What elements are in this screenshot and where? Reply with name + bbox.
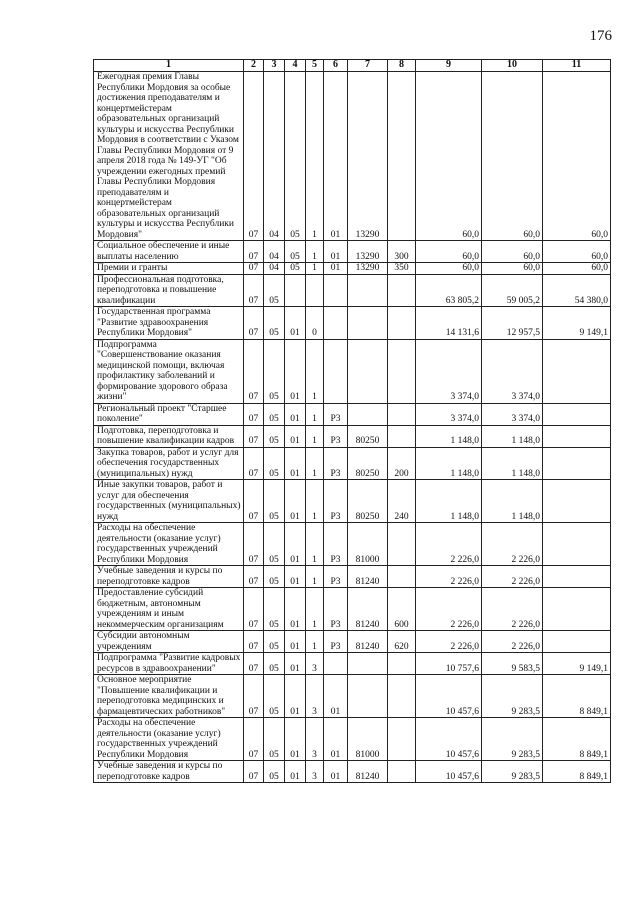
amount-year2-cell: 60,0 — [482, 263, 543, 275]
event-code-cell: 01 — [324, 263, 348, 275]
table-row — [94, 718, 611, 761]
section-code-cell: 07 — [244, 72, 264, 241]
section-code-cell: 07 — [244, 339, 264, 403]
expense-type-cell — [388, 307, 416, 340]
subprogram-code-cell: 1 — [306, 425, 324, 447]
table-row — [94, 425, 611, 447]
section-code-cell: 07 — [244, 425, 264, 447]
direction-code-cell — [348, 653, 388, 675]
amount-year2-cell: 1 148,0 — [482, 447, 543, 480]
table-row — [94, 653, 611, 675]
subsection-code-cell: 04 — [264, 263, 285, 275]
amount-year3-cell: 60,0 — [543, 72, 611, 241]
section-code-cell: 07 — [244, 241, 264, 263]
amount-year2-cell: 12 957,5 — [482, 307, 543, 340]
amount-year1-cell: 63 805,2 — [416, 274, 482, 307]
row-name-cell: Социальное обеспечение и иные выплаты населению — [94, 241, 244, 263]
table-row — [94, 339, 611, 403]
table-row — [94, 263, 611, 275]
row-name-cell: Региональный проект "Старшее поколение" — [94, 403, 244, 425]
page-number: 176 — [589, 28, 612, 44]
table-row — [94, 566, 611, 588]
expense-type-cell — [388, 653, 416, 675]
amount-year1-cell: 2 226,0 — [416, 523, 482, 566]
expense-type-cell — [388, 523, 416, 566]
program-code-cell: 01 — [285, 718, 306, 761]
header-row — [94, 60, 611, 72]
table-row — [94, 72, 611, 241]
program-code-cell: 01 — [285, 761, 306, 783]
subprogram-code-cell: 1 — [306, 403, 324, 425]
subsection-code-cell: 05 — [264, 588, 285, 631]
subprogram-code-cell: 3 — [306, 761, 324, 783]
program-code-cell: 01 — [285, 480, 306, 523]
row-name-cell: Подпрограмма "Совершенствование оказания медицинской помощи, включая профилактику заболеваний и формирование здорового образа жизни" — [94, 339, 244, 403]
expense-type-cell: 600 — [388, 588, 416, 631]
subprogram-code-cell: 1 — [306, 339, 324, 403]
table-row — [94, 631, 611, 653]
event-code-cell: P3 — [324, 480, 348, 523]
table-row — [94, 480, 611, 523]
amount-year2-cell: 9 283,5 — [482, 761, 543, 783]
event-code-cell: 01 — [324, 718, 348, 761]
section-code-cell: 07 — [244, 631, 264, 653]
amount-year3-cell: 8 849,1 — [543, 675, 611, 718]
expense-type-cell — [388, 72, 416, 241]
program-code-cell: 01 — [285, 653, 306, 675]
subprogram-code-cell: 1 — [306, 588, 324, 631]
event-code-cell: 01 — [324, 241, 348, 263]
section-code-cell: 07 — [244, 523, 264, 566]
amount-year3-cell — [543, 566, 611, 588]
section-code-cell: 07 — [244, 307, 264, 340]
amount-year1-cell: 60,0 — [416, 263, 482, 275]
subsection-code-cell: 05 — [264, 631, 285, 653]
expense-type-cell — [388, 761, 416, 783]
event-code-cell: P3 — [324, 425, 348, 447]
row-name-cell: Основное мероприятие "Повышение квалификации и переподготовка медицинских и фармацевтических работников" — [94, 675, 244, 718]
program-code-cell: 05 — [285, 263, 306, 275]
event-code-cell: P3 — [324, 631, 348, 653]
section-code-cell: 07 — [244, 588, 264, 631]
table-row — [94, 274, 611, 307]
amount-year3-cell — [543, 631, 611, 653]
amount-year1-cell: 10 457,6 — [416, 718, 482, 761]
amount-year3-cell: 54 380,0 — [543, 274, 611, 307]
row-name-cell: Государственная программа "Развитие здравоохранения Республики Мордовия" — [94, 307, 244, 340]
table-row — [94, 588, 611, 631]
direction-code-cell: 80250 — [348, 447, 388, 480]
subsection-code-cell: 05 — [264, 675, 285, 718]
subprogram-code-cell: 3 — [306, 718, 324, 761]
expense-type-cell — [388, 425, 416, 447]
header-cell: 10 — [482, 60, 543, 72]
amount-year2-cell: 1 148,0 — [482, 425, 543, 447]
amount-year2-cell: 60,0 — [482, 241, 543, 263]
subprogram-code-cell: 1 — [306, 263, 324, 275]
amount-year1-cell: 10 457,6 — [416, 675, 482, 718]
event-code-cell — [324, 307, 348, 340]
amount-year1-cell: 1 148,0 — [416, 425, 482, 447]
amount-year2-cell: 3 374,0 — [482, 339, 543, 403]
amount-year3-cell: 60,0 — [543, 263, 611, 275]
section-code-cell: 07 — [244, 761, 264, 783]
amount-year2-cell: 9 283,5 — [482, 718, 543, 761]
table-body — [94, 72, 611, 783]
amount-year2-cell: 2 226,0 — [482, 566, 543, 588]
expense-type-cell — [388, 339, 416, 403]
event-code-cell: P3 — [324, 523, 348, 566]
program-code-cell: 01 — [285, 588, 306, 631]
expense-type-cell: 350 — [388, 263, 416, 275]
budget-table — [93, 59, 611, 783]
program-code-cell — [285, 274, 306, 307]
amount-year2-cell: 9 283,5 — [482, 675, 543, 718]
header-cell: 7 — [348, 60, 388, 72]
direction-code-cell — [348, 339, 388, 403]
program-code-cell: 05 — [285, 241, 306, 263]
header-cell: 3 — [264, 60, 285, 72]
subprogram-code-cell — [306, 274, 324, 307]
subsection-code-cell: 04 — [264, 72, 285, 241]
event-code-cell: 01 — [324, 761, 348, 783]
subprogram-code-cell: 3 — [306, 675, 324, 718]
section-code-cell: 07 — [244, 653, 264, 675]
row-name-cell: Подготовка, переподготовка и повышение квалификации кадров — [94, 425, 244, 447]
section-code-cell: 07 — [244, 447, 264, 480]
amount-year2-cell: 2 226,0 — [482, 588, 543, 631]
event-code-cell: P3 — [324, 566, 348, 588]
amount-year2-cell: 59 005,2 — [482, 274, 543, 307]
amount-year1-cell: 14 131,6 — [416, 307, 482, 340]
subprogram-code-cell: 1 — [306, 72, 324, 241]
amount-year1-cell: 3 374,0 — [416, 339, 482, 403]
table-row — [94, 447, 611, 480]
row-name-cell: Иные закупки товаров, работ и услуг для обеспечения государственных (муниципальных) нужд — [94, 480, 244, 523]
header-cell: 8 — [388, 60, 416, 72]
subsection-code-cell: 05 — [264, 653, 285, 675]
budget-table-container — [93, 59, 610, 783]
header-cell: 5 — [306, 60, 324, 72]
program-code-cell: 01 — [285, 447, 306, 480]
amount-year3-cell: 60,0 — [543, 241, 611, 263]
section-code-cell: 07 — [244, 263, 264, 275]
subprogram-code-cell: 1 — [306, 631, 324, 653]
amount-year1-cell: 1 148,0 — [416, 480, 482, 523]
section-code-cell: 07 — [244, 480, 264, 523]
amount-year3-cell — [543, 339, 611, 403]
expense-type-cell: 200 — [388, 447, 416, 480]
row-name-cell: Профессиональная подготовка, переподготовка и повышение квалификации — [94, 274, 244, 307]
event-code-cell — [324, 274, 348, 307]
amount-year1-cell: 3 374,0 — [416, 403, 482, 425]
row-name-cell: Учебные заведения и курсы по переподготовке кадров — [94, 761, 244, 783]
direction-code-cell: 81240 — [348, 588, 388, 631]
direction-code-cell — [348, 274, 388, 307]
expense-type-cell — [388, 403, 416, 425]
program-code-cell: 01 — [285, 566, 306, 588]
table-row — [94, 403, 611, 425]
event-code-cell — [324, 653, 348, 675]
amount-year3-cell — [543, 403, 611, 425]
subsection-code-cell: 05 — [264, 307, 285, 340]
amount-year3-cell — [543, 588, 611, 631]
amount-year3-cell — [543, 447, 611, 480]
program-code-cell: 01 — [285, 631, 306, 653]
amount-year1-cell: 10 457,6 — [416, 761, 482, 783]
amount-year3-cell: 9 149,1 — [543, 307, 611, 340]
amount-year2-cell: 3 374,0 — [482, 403, 543, 425]
amount-year3-cell: 8 849,1 — [543, 761, 611, 783]
header-cell: 11 — [543, 60, 611, 72]
amount-year2-cell: 2 226,0 — [482, 523, 543, 566]
subsection-code-cell: 05 — [264, 718, 285, 761]
amount-year2-cell: 2 226,0 — [482, 631, 543, 653]
amount-year1-cell: 10 757,6 — [416, 653, 482, 675]
amount-year3-cell: 9 149,1 — [543, 653, 611, 675]
event-code-cell: 01 — [324, 72, 348, 241]
amount-year1-cell: 2 226,0 — [416, 631, 482, 653]
header-cell: 1 — [94, 60, 244, 72]
direction-code-cell: 13290 — [348, 263, 388, 275]
subsection-code-cell: 05 — [264, 761, 285, 783]
subprogram-code-cell: 1 — [306, 523, 324, 566]
subsection-code-cell: 05 — [264, 447, 285, 480]
expense-type-cell — [388, 566, 416, 588]
expense-type-cell: 240 — [388, 480, 416, 523]
amount-year1-cell: 1 148,0 — [416, 447, 482, 480]
section-code-cell: 07 — [244, 566, 264, 588]
row-name-cell: Закупка товаров, работ и услуг для обеспечения государственных (муниципальных) нужд — [94, 447, 244, 480]
amount-year1-cell: 60,0 — [416, 72, 482, 241]
event-code-cell: 01 — [324, 675, 348, 718]
amount-year2-cell: 60,0 — [482, 72, 543, 241]
section-code-cell: 07 — [244, 718, 264, 761]
section-code-cell: 07 — [244, 274, 264, 307]
table-row — [94, 675, 611, 718]
event-code-cell — [324, 339, 348, 403]
direction-code-cell: 13290 — [348, 72, 388, 241]
program-code-cell: 01 — [285, 403, 306, 425]
direction-code-cell — [348, 675, 388, 718]
direction-code-cell: 81240 — [348, 761, 388, 783]
subprogram-code-cell: 0 — [306, 307, 324, 340]
amount-year3-cell — [543, 480, 611, 523]
subsection-code-cell: 05 — [264, 339, 285, 403]
expense-type-cell — [388, 718, 416, 761]
direction-code-cell: 81240 — [348, 566, 388, 588]
row-name-cell: Премии и гранты — [94, 263, 244, 275]
amount-year3-cell: 8 849,1 — [543, 718, 611, 761]
row-name-cell: Учебные заведения и курсы по переподготовке кадров — [94, 566, 244, 588]
section-code-cell: 07 — [244, 675, 264, 718]
amount-year3-cell — [543, 523, 611, 566]
subsection-code-cell: 05 — [264, 403, 285, 425]
direction-code-cell: 80250 — [348, 480, 388, 523]
header-cell: 2 — [244, 60, 264, 72]
program-code-cell: 01 — [285, 425, 306, 447]
subsection-code-cell: 05 — [264, 425, 285, 447]
row-name-cell: Предоставление субсидий бюджетным, автономным учреждениям и иным некоммерческим организациям — [94, 588, 244, 631]
direction-code-cell — [348, 403, 388, 425]
direction-code-cell: 81240 — [348, 631, 388, 653]
subsection-code-cell: 05 — [264, 480, 285, 523]
direction-code-cell: 80250 — [348, 425, 388, 447]
direction-code-cell: 81000 — [348, 718, 388, 761]
subprogram-code-cell: 1 — [306, 480, 324, 523]
row-name-cell: Подпрограмма "Развитие кадровых ресурсов в здравоохранении" — [94, 653, 244, 675]
row-name-cell: Ежегодная премия Главы Республики Мордовия за особые достижения преподавателям и концертмейстерам образовательных организаций культуры и искусства Республики Мордовия в соответствии с Указом Главы Республики Мордовия от 9 апреля 2018 года № 149-УГ "Об учреждении ежегодных премий Главы Республики Мордовия преподавателям и концертмейстерам образовательных организаций культуры и искусства Республики Мордовия" — [94, 72, 244, 241]
subsection-code-cell: 05 — [264, 523, 285, 566]
section-code-cell: 07 — [244, 403, 264, 425]
program-code-cell: 01 — [285, 307, 306, 340]
expense-type-cell — [388, 274, 416, 307]
event-code-cell: P3 — [324, 588, 348, 631]
amount-year3-cell — [543, 425, 611, 447]
subsection-code-cell: 04 — [264, 241, 285, 263]
direction-code-cell: 13290 — [348, 241, 388, 263]
event-code-cell: P3 — [324, 403, 348, 425]
program-code-cell: 01 — [285, 675, 306, 718]
subprogram-code-cell: 3 — [306, 653, 324, 675]
amount-year1-cell: 60,0 — [416, 241, 482, 263]
program-code-cell: 01 — [285, 523, 306, 566]
row-name-cell: Расходы на обеспечение деятельности (оказание услуг) государственных учреждений Республики Мордовия — [94, 718, 244, 761]
table-row — [94, 523, 611, 566]
table-row — [94, 761, 611, 783]
subsection-code-cell: 05 — [264, 566, 285, 588]
subprogram-code-cell: 1 — [306, 447, 324, 480]
expense-type-cell: 300 — [388, 241, 416, 263]
subprogram-code-cell: 1 — [306, 566, 324, 588]
row-name-cell: Расходы на обеспечение деятельности (оказание услуг) государственных учреждений Республики Мордовия — [94, 523, 244, 566]
expense-type-cell: 620 — [388, 631, 416, 653]
row-name-cell: Субсидии автономным учреждениям — [94, 631, 244, 653]
direction-code-cell: 81000 — [348, 523, 388, 566]
subsection-code-cell: 05 — [264, 274, 285, 307]
header-cell: 6 — [324, 60, 348, 72]
direction-code-cell — [348, 307, 388, 340]
event-code-cell: P3 — [324, 447, 348, 480]
amount-year1-cell: 2 226,0 — [416, 566, 482, 588]
header-cell: 4 — [285, 60, 306, 72]
amount-year1-cell: 2 226,0 — [416, 588, 482, 631]
amount-year2-cell: 9 583,5 — [482, 653, 543, 675]
header-cell: 9 — [416, 60, 482, 72]
program-code-cell: 05 — [285, 72, 306, 241]
subprogram-code-cell: 1 — [306, 241, 324, 263]
table-row — [94, 241, 611, 263]
program-code-cell: 01 — [285, 339, 306, 403]
expense-type-cell — [388, 675, 416, 718]
table-row — [94, 307, 611, 340]
amount-year2-cell: 1 148,0 — [482, 480, 543, 523]
